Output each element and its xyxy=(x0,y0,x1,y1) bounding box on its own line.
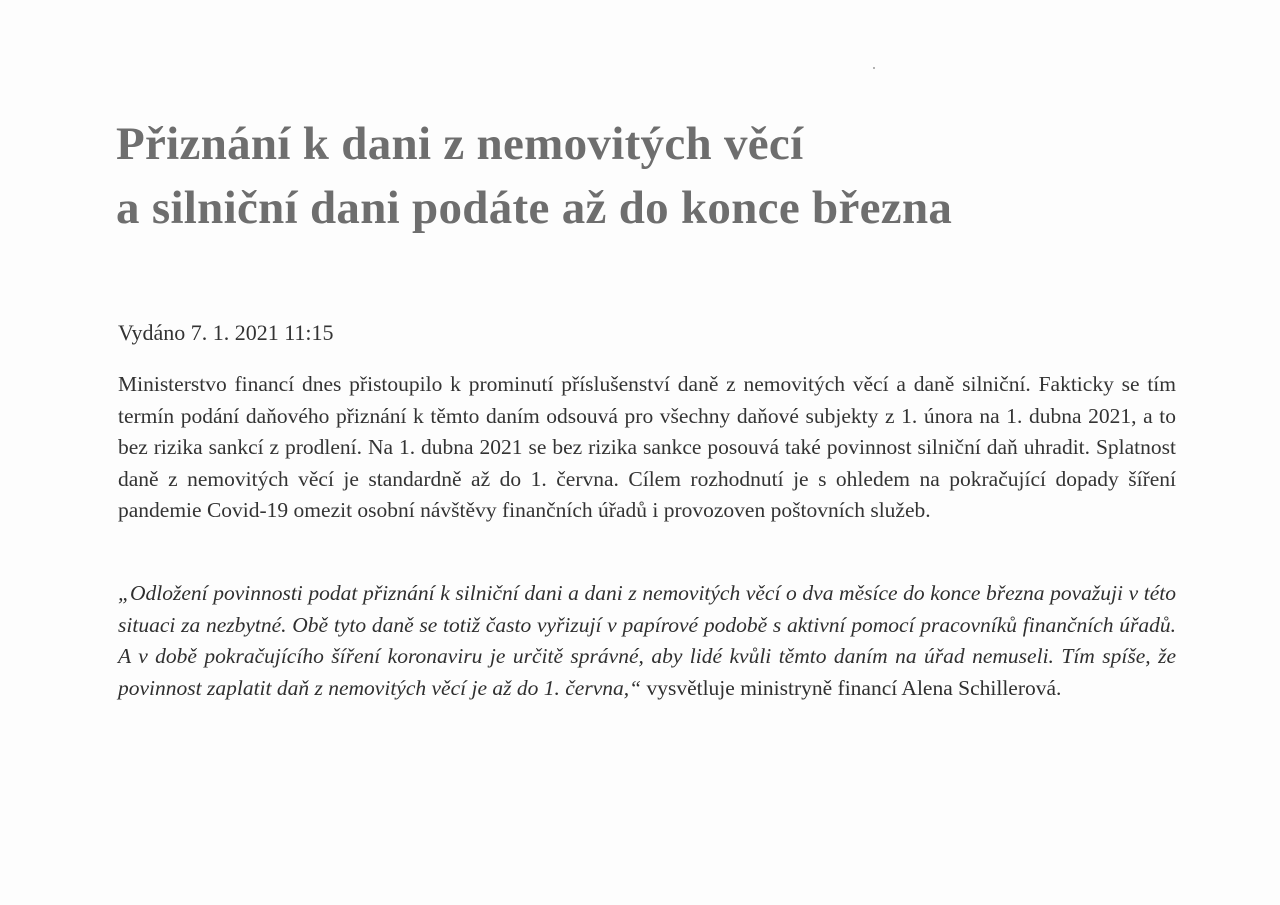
scan-speck xyxy=(873,67,875,69)
minister-quote: „Odložení povinnosti podat přiznání k silniční dani a dani z nemovitých věcí o dva měsíce do konce března považuji v této situaci za nezbytné. Obě tyto daně se totiž často vyřizují v papírové podobě s aktivní pomocí pracovníků finančních úřadů. A v době pokračujícího šíření koronaviru je určitě správné, aby lidé kvůli těmto daním na úřad nemuseli. Tím spíše, že povinnost zaplatit daň z nemovitých věcí je až do 1. června,“ xyxy=(118,581,1176,700)
page-title xyxy=(116,112,1216,240)
paragraph-main: Ministerstvo financí dnes přistoupilo k prominutí příslušenství daně z nemovitých věcí a daně silniční. Fakticky se tím termín podání daňového přiznání k těmto daním odsouvá pro všechny daňové subjekty z 1. února na 1. dubna 2021, a to bez rizika sankcí z prodlení. Na 1. dubna 2021 se bez rizika sankce posouvá také povinnost silniční daň uhradit. Splatnost daně z nemovitých věcí je standardně až do 1. června. Cílem rozhodnutí je s ohledem na pokračující dopady šíření pandemie Covid-19 omezit osobní návštěvy finančních úřadů i provozoven poštovních služeb. xyxy=(118,372,1176,523)
title-line-1: Přiznání k dani z nemovitých věcí xyxy=(116,118,804,170)
title-line-2: a silniční dani podáte až do konce března xyxy=(116,182,953,234)
published-date: Vydáno 7. 1. 2021 11:15 xyxy=(118,320,334,345)
quote-attribution: vysvětluje ministryně financí Alena Schillerová. xyxy=(646,675,1062,700)
quote-paragraph xyxy=(118,578,1176,704)
